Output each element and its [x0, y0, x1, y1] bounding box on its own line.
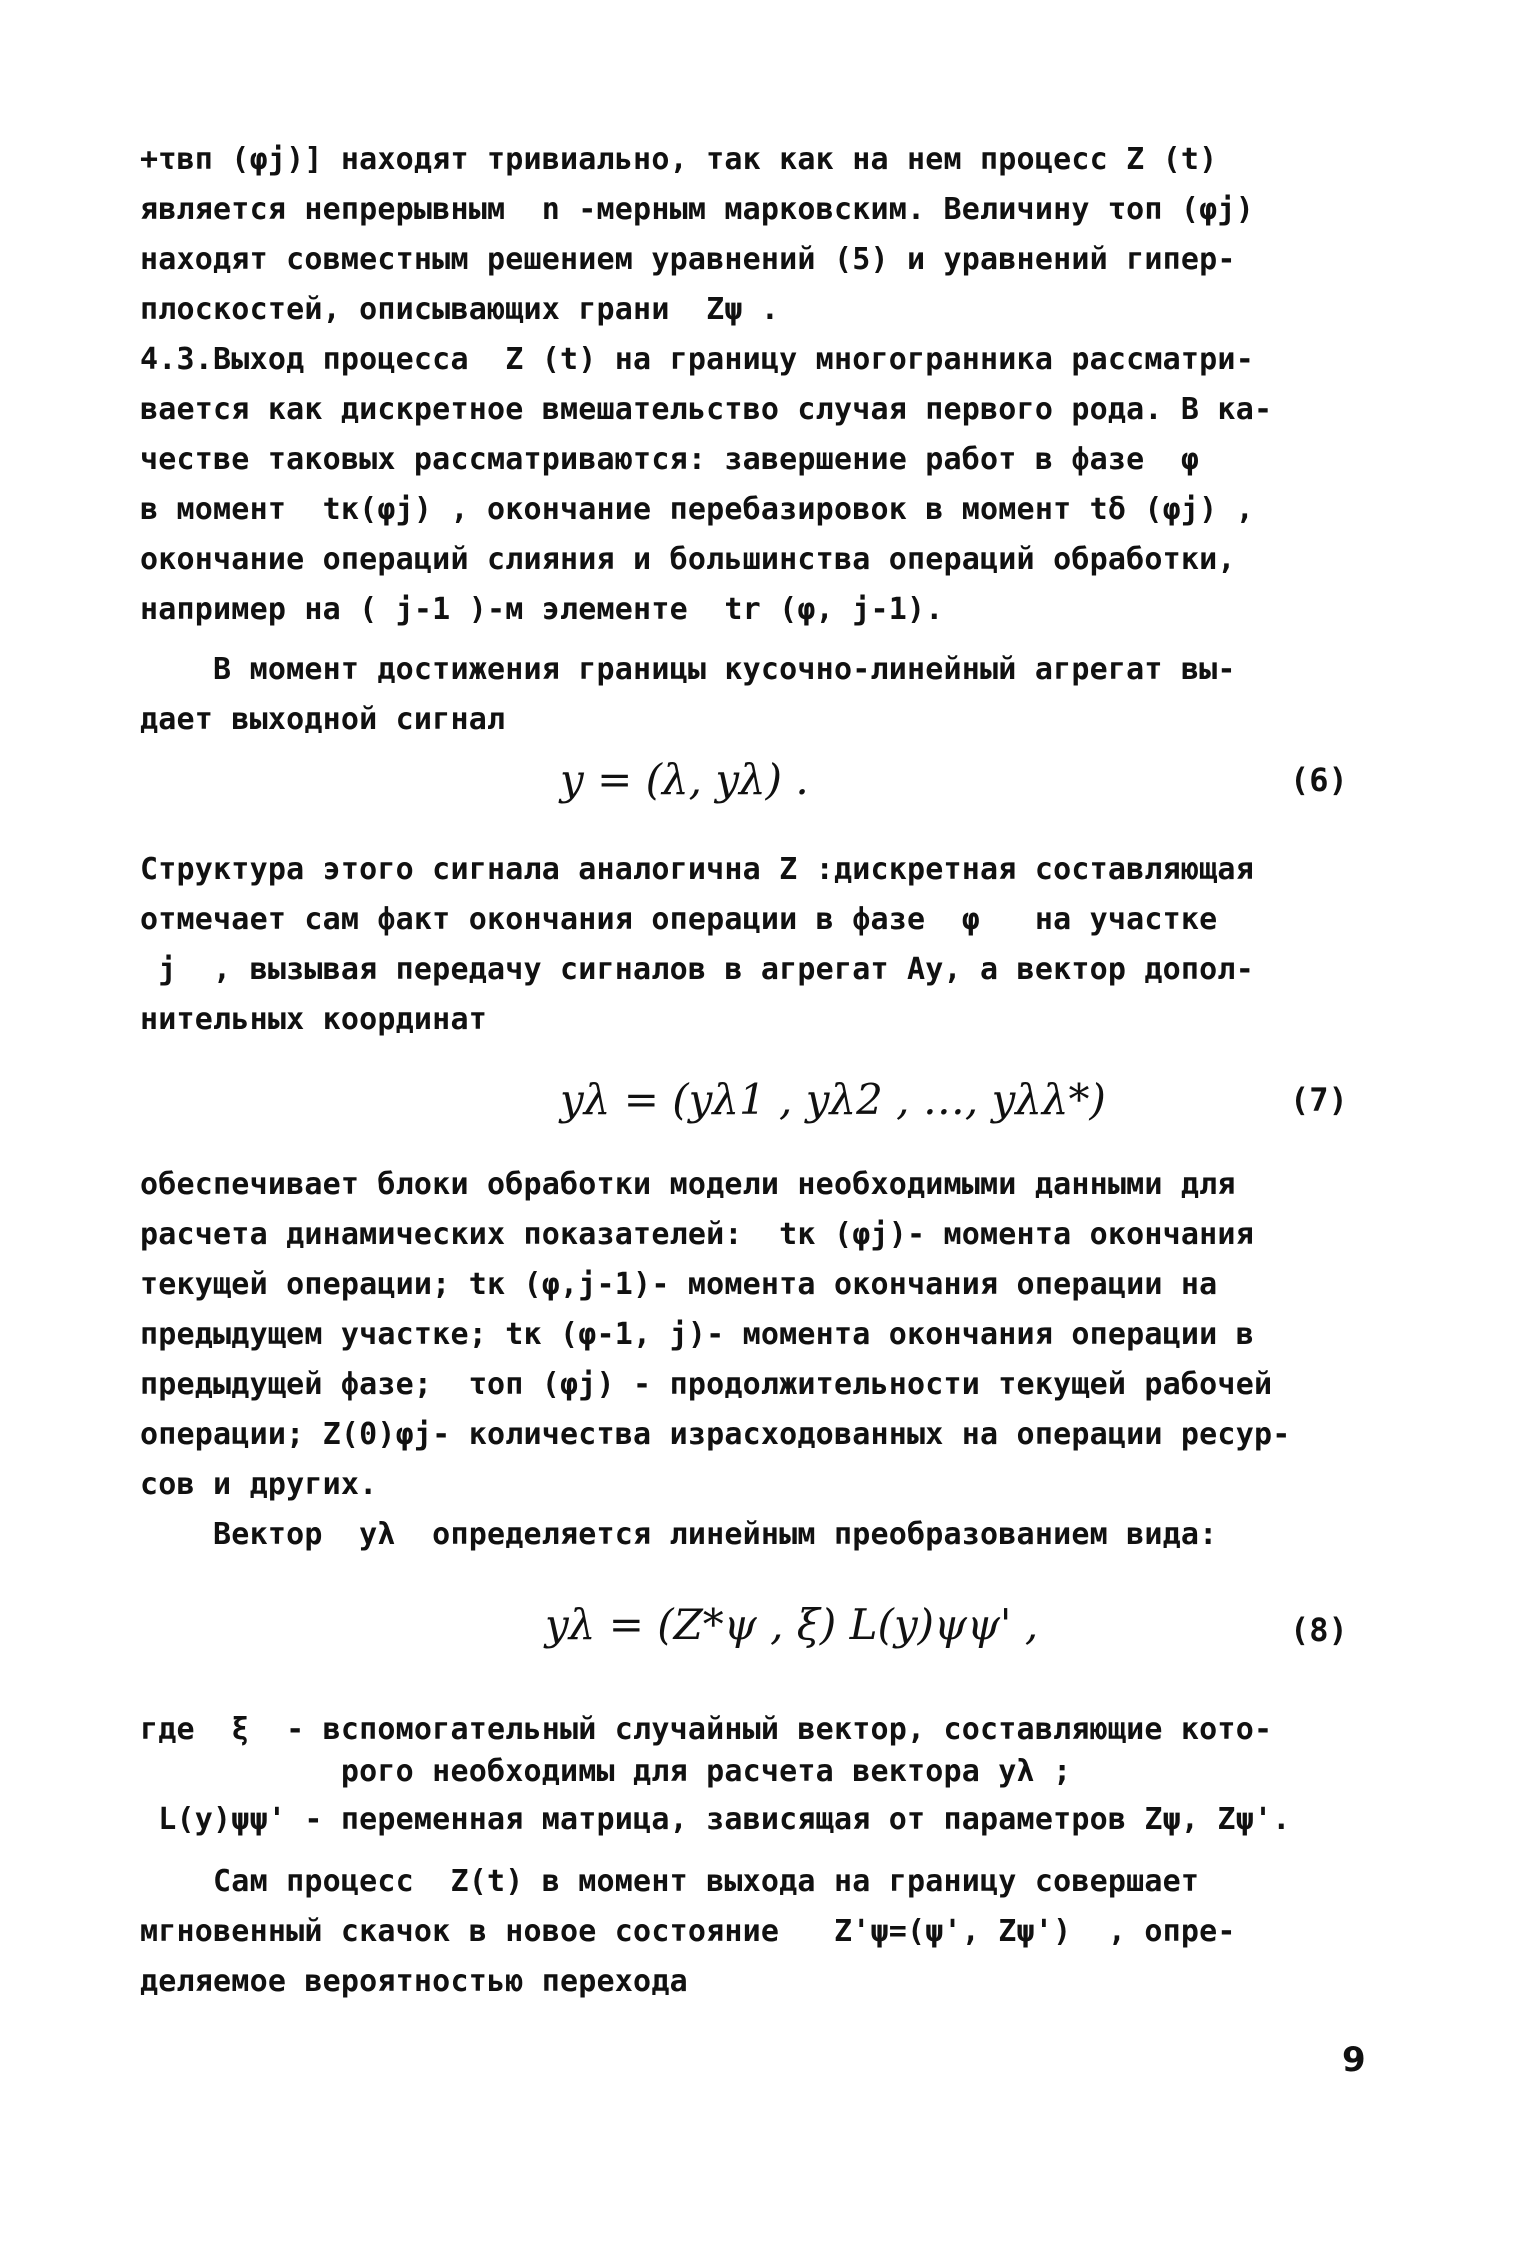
- text-line-15: j , вызывая передачу сигналов в агрегат Aу, а вектор допол-: [140, 952, 1254, 987]
- text-line-8: в момент tк(φj) , окончание перебазировок в момент tδ (φj) ,: [140, 492, 1254, 527]
- text-line-20: предыдущем участке; tк (φ-1, j)- момента окончания операции в: [140, 1317, 1254, 1352]
- text-line-4: плоскостей, описывающих грани Zψ .: [140, 292, 780, 327]
- text-line-27: L(y)ψψ' - переменная матрица, зависящая от параметров Zψ, Zψ'.: [140, 1802, 1291, 1837]
- text-line-10: например на ( j-1 )-м элементе tr (φ, j-1).: [140, 592, 944, 627]
- text-line-14: отмечает сам факт окончания операции в фазе φ на участке: [140, 902, 1218, 937]
- text-line-23: сов и других.: [140, 1467, 378, 1502]
- formula-7: yλ = (yλ1 , yλ2 , …, yλλ*): [560, 1075, 1106, 1124]
- text-line-21: предыдущей фазе; τоп (φj) - продолжительности текущей рабочей: [140, 1367, 1273, 1402]
- text-line-11: В момент достижения границы кусочно-линейный агрегат вы-: [140, 652, 1236, 687]
- text-line-5: 4.3.Выход процесса Z (t) на границу многогранника рассматри-: [140, 342, 1254, 377]
- text-line-26: рого необходимы для расчета вектора yλ ;: [140, 1754, 1072, 1789]
- text-line-22: операции; Z(0)φj- количества израсходованных на операции ресур-: [140, 1417, 1291, 1452]
- equation-number-7: (7): [1290, 1081, 1348, 1119]
- text-line-25: где ξ - вспомогательный случайный вектор, составляющие кото-: [140, 1712, 1273, 1747]
- text-line-2: является непрерывным n -мерным марковским. Величину τоп (φj): [140, 192, 1254, 227]
- page-number: 9: [1342, 2040, 1366, 2080]
- text-line-6: вается как дискретное вмешательство случая первого рода. В ка-: [140, 392, 1273, 427]
- text-line-1: +τвп (φj)] находят тривиально, так как на нем процесс Z (t): [140, 142, 1218, 177]
- text-line-13: Структура этого сигнала аналогична Z :дискретная составляющая: [140, 852, 1254, 887]
- text-line-30: деляемое вероятностью перехода: [140, 1964, 688, 1999]
- text-line-28: Сам процесс Z(t) в момент выхода на границу совершает: [140, 1864, 1200, 1899]
- text-line-29: мгновенный скачок в новое состояние Z'ψ=(ψ', Zψ') , опре-: [140, 1914, 1236, 1949]
- equation-number-8: (8): [1290, 1611, 1348, 1649]
- equation-number-6: (6): [1290, 761, 1348, 799]
- formula-8: yλ = (Z*ψ , ξ) L(y)ψψ' ,: [545, 1600, 1039, 1649]
- text-line-18: расчета динамических показателей: tк (φj)- момента окончания: [140, 1217, 1254, 1252]
- text-line-17: обеспечивает блоки обработки модели необходимыми данными для: [140, 1167, 1236, 1202]
- formula-6: y = (λ, yλ) .: [560, 755, 809, 804]
- text-line-24: Вектор yλ определяется линейным преобразованием вида:: [140, 1517, 1218, 1552]
- text-line-3: находят совместным решением уравнений (5) и уравнений гипер-: [140, 242, 1236, 277]
- text-line-9: окончание операций слияния и большинства операций обработки,: [140, 542, 1236, 577]
- text-line-7: честве таковых рассматриваются: завершение работ в фазе φ: [140, 442, 1200, 477]
- text-line-19: текущей операции; tк (φ,j-1)- момента окончания операции на: [140, 1267, 1218, 1302]
- text-line-16: нительных координат: [140, 1002, 487, 1037]
- text-line-12: дает выходной сигнал: [140, 702, 506, 737]
